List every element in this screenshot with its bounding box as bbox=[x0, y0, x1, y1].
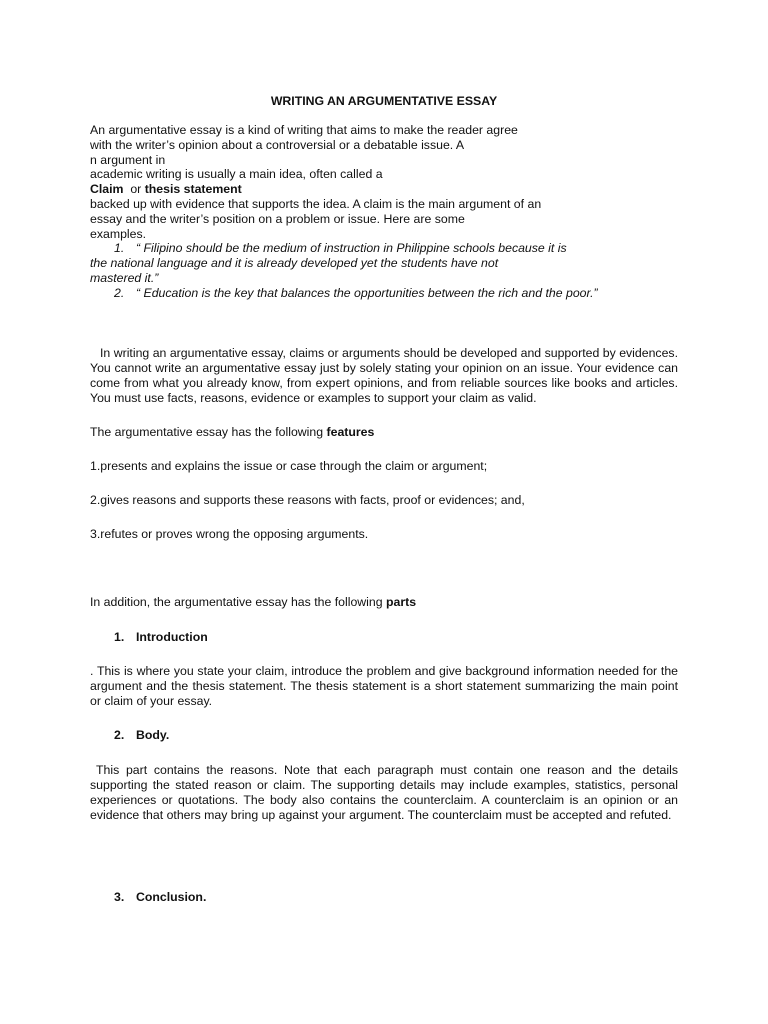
example-2-number: 2. bbox=[114, 286, 125, 300]
example-2-text: “ Education is the key that balances the opportunities between the rich and the poor.” bbox=[136, 286, 598, 300]
features-term: features bbox=[326, 425, 375, 439]
intro-line-8: examples. bbox=[90, 227, 147, 241]
intro-line-3: n argument in bbox=[90, 153, 166, 167]
part-heading-introduction bbox=[114, 630, 208, 644]
part-3-title: Conclusion. bbox=[136, 890, 207, 904]
parts-term: parts bbox=[386, 595, 417, 609]
example-1-text-3: mastered it.” bbox=[90, 271, 159, 285]
intro-line-5 bbox=[90, 182, 242, 197]
example-2-line bbox=[114, 286, 598, 301]
feature-item: 3.refutes or proves wrong the opposing arguments. bbox=[90, 527, 369, 541]
evidence-paragraph: In writing an argumentative essay, claims or arguments should be developed and supported by evidences. You cannot write an argumentative essay just by solely stating your opinion on an issue. Your evidence can come from what you already know, from expert opinions, and from reliable sources like books and articles. You must use facts, reasons, evidence or examples to support your claim as valid. bbox=[90, 346, 678, 405]
part-heading-body bbox=[114, 728, 169, 742]
feature-item: 1.presents and explains the issue or case through the claim or argument; bbox=[90, 459, 488, 473]
intro-line-2: with the writer’s opinion about a controversial or a debatable issue. A bbox=[90, 138, 465, 152]
part-heading-conclusion bbox=[114, 890, 206, 904]
features-intro-text: The argumentative essay has the following bbox=[90, 425, 324, 439]
intro-line-6: backed up with evidence that supports the idea. A claim is the main argument of an bbox=[90, 197, 542, 211]
intro-line-1: An argumentative essay is a kind of writing that aims to make the reader agree bbox=[90, 123, 518, 137]
part-3-number: 3. bbox=[114, 890, 125, 904]
part-2-title: Body. bbox=[136, 728, 170, 742]
features-intro bbox=[90, 425, 374, 440]
page-title: WRITING AN ARGUMENTATIVE ESSAY bbox=[270, 94, 498, 108]
introduction-paragraph: . This is where you state your claim, introduce the problem and give background information needed for the argument and the thesis statement. The thesis statement is a short statement summarizing the main point or claim of your essay. bbox=[90, 664, 678, 708]
example-1-text-2: the national language and it is already developed yet the students have not bbox=[90, 256, 499, 270]
example-1-first-line bbox=[114, 241, 567, 256]
feature-item: 2.gives reasons and supports these reasons with facts, proof or evidences; and, bbox=[90, 493, 525, 507]
parts-intro-text: In addition, the argumentative essay has the following bbox=[90, 595, 383, 609]
example-1-number: 1. bbox=[114, 241, 125, 255]
example-1-text-1: “ Filipino should be the medium of instruction in Philippine schools because it is bbox=[136, 241, 567, 255]
parts-intro bbox=[90, 595, 416, 610]
body-paragraph: This part contains the reasons. Note that each paragraph must contain one reason and the details supporting the stated reason or claim. The supporting details may include examples, statistics, personal experiences or quotations. The body also contains the counterclaim. A counterclaim is an opinion or an evidence that others may bring up against your argument. The counterclaim must be accepted and refuted. bbox=[90, 763, 678, 822]
thesis-statement-term: thesis statement bbox=[144, 182, 242, 196]
or-word: or bbox=[130, 182, 142, 196]
part-1-title: Introduction bbox=[136, 630, 208, 644]
claim-term: Claim bbox=[90, 182, 124, 196]
part-2-number: 2. bbox=[114, 728, 125, 742]
part-1-number: 1. bbox=[114, 630, 125, 644]
intro-line-4: academic writing is usually a main idea, often called a bbox=[90, 167, 383, 181]
intro-line-7: essay and the writer’s position on a problem or issue. Here are some bbox=[90, 212, 465, 226]
